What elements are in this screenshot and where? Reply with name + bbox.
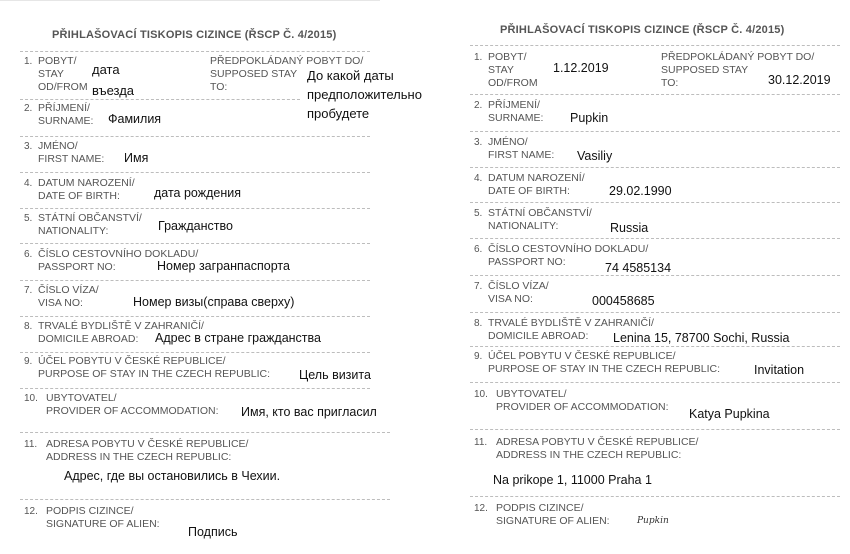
field-number: 3. <box>474 137 483 148</box>
field-label: ČÍSLO CESTOVNÍHO DOKLADU/ <box>488 243 649 255</box>
stay-to-value: 30.12.2019 <box>768 73 831 87</box>
field-label: ČÍSLO VÍZA/ <box>38 284 99 296</box>
domicile-value: Адрес в стране гражданства <box>155 331 321 345</box>
field-label: PASSPORT NO: <box>488 256 566 268</box>
divider <box>20 316 370 317</box>
field-number: 4. <box>474 173 483 184</box>
field-number: 9. <box>24 356 33 367</box>
divider <box>20 280 370 281</box>
field-label: VISA NO: <box>38 297 83 309</box>
field-label: STAY <box>488 64 514 76</box>
divider <box>470 238 840 239</box>
field-label: PODPIS CIZINCE/ <box>46 505 134 517</box>
stay-from-value: 1.12.2019 <box>553 61 609 75</box>
divider <box>20 51 370 52</box>
field-label: JMÉNO/ <box>38 140 78 152</box>
form-template-left <box>0 0 420 554</box>
address-value: Адрес, где вы остановились в Чехии. <box>64 469 281 483</box>
field-number: 11. <box>24 439 38 450</box>
divider <box>470 202 840 203</box>
field-label: JMÉNO/ <box>488 136 528 148</box>
field-label: NATIONALITY: <box>488 220 559 232</box>
field-number: 9. <box>474 351 483 362</box>
divider <box>470 496 840 497</box>
field-number: 3. <box>24 141 33 152</box>
surname-value: Pupkin <box>570 111 609 125</box>
divider <box>20 172 370 173</box>
field-number: 7. <box>24 285 33 296</box>
field-label: PROVIDER OF ACCOMMODATION: <box>46 405 219 417</box>
divider <box>470 429 840 430</box>
field-number: 8. <box>24 321 33 332</box>
nationality-value: Russia <box>610 221 649 235</box>
divider <box>470 45 840 46</box>
field-number: 6. <box>474 244 483 255</box>
signature-value: Pupkin <box>637 516 669 526</box>
field-label: STÁTNÍ OBČANSTVÍ/ <box>488 207 592 219</box>
field-number: 4. <box>24 178 33 189</box>
field-label: ÚČEL POBYTU V ČESKÉ REPUBLICE/ <box>38 355 226 367</box>
field-label: DOMICILE ABROAD: <box>488 330 589 342</box>
nationality-value: Гражданство <box>158 219 233 233</box>
date-of-birth-value: дата рождения <box>154 186 242 200</box>
field-label: PŘÍJMENÍ/ <box>38 102 90 114</box>
top-border <box>0 0 380 1</box>
domicile-value: Lenina 15, 78700 Sochi, Russia <box>613 331 790 345</box>
field-label: VISA NO: <box>488 293 533 305</box>
field-label: SURNAME: <box>38 115 94 127</box>
divider <box>20 432 390 433</box>
field-label: STAY <box>38 68 64 80</box>
field-label: DATE OF BIRTH: <box>488 185 570 197</box>
signature-value: Подпись <box>188 525 238 539</box>
passport-no-value: 74 4585134 <box>605 261 672 275</box>
field-label: OD/FROM <box>38 81 88 93</box>
field-label: DATE OF BIRTH: <box>38 190 120 202</box>
field-label: UBYTOVATEL/ <box>496 388 567 400</box>
form-title: PŘIHLAŠOVACÍ TISKOPIS CIZINCE (ŘSCP Č. 4/2015) <box>500 24 785 36</box>
field-label: STÁTNÍ OBČANSTVÍ/ <box>38 212 142 224</box>
field-number: 7. <box>474 281 483 292</box>
divider <box>20 208 370 209</box>
field-label: TRVALÉ BYDLIŠTĚ V ZAHRANIČÍ/ <box>38 320 204 332</box>
field-label: PASSPORT NO: <box>38 261 116 273</box>
field-label: NATIONALITY: <box>38 225 109 237</box>
field-label: OD/FROM <box>488 77 538 89</box>
field-label: TRVALÉ BYDLIŠTĚ V ZAHRANIČÍ/ <box>488 317 654 329</box>
field-label: PURPOSE OF STAY IN THE CZECH REPUBLIC: <box>38 368 271 380</box>
field-label: SUPPOSED STAY <box>210 68 298 80</box>
first-name-value: Vasiliy <box>577 149 613 163</box>
field-number: 5. <box>24 213 33 224</box>
field-label: ADRESA POBYTU V ČESKÉ REPUBLICE/ <box>496 436 699 448</box>
field-label: TO: <box>661 77 679 89</box>
field-label: TO: <box>210 81 228 93</box>
date-of-birth-value: 29.02.1990 <box>609 184 672 198</box>
purpose-value: Цель визита <box>299 368 371 382</box>
field-label: UBYTOVATEL/ <box>46 392 117 404</box>
provider-value: Имя, кто вас пригласил <box>241 405 377 419</box>
field-number: 6. <box>24 249 33 260</box>
divider <box>470 346 840 347</box>
provider-value: Katya Pupkina <box>689 407 770 421</box>
field-label: PŘEDPOKLÁDANÝ POBYT DO/ <box>661 51 815 63</box>
visa-no-value: Номер визы(справа сверху) <box>133 295 295 309</box>
field-label: ČÍSLO CESTOVNÍHO DOKLADU/ <box>38 248 199 260</box>
divider <box>20 499 390 500</box>
form-example-right <box>440 0 850 554</box>
divider <box>470 131 840 132</box>
field-number: 1. <box>24 56 33 67</box>
stay-to-value: До какой даты предположительно пробудете <box>307 68 422 121</box>
field-label: FIRST NAME: <box>38 153 105 165</box>
field-label: PŘÍJMENÍ/ <box>488 99 540 111</box>
divider <box>20 136 370 137</box>
field-number: 12. <box>474 503 488 514</box>
visa-no-value: 000458685 <box>592 294 655 308</box>
field-number: 10. <box>474 389 488 400</box>
address-value: Na prikope 1, 11000 Praha 1 <box>493 473 652 487</box>
field-label: ADDRESS IN THE CZECH REPUBLIC: <box>46 451 232 463</box>
divider <box>20 352 370 353</box>
first-name-value: Имя <box>124 151 149 165</box>
divider <box>20 388 370 389</box>
field-label: PROVIDER OF ACCOMMODATION: <box>496 401 669 413</box>
divider <box>470 312 840 313</box>
divider <box>20 99 300 100</box>
purpose-value: Invitation <box>754 363 805 377</box>
divider <box>20 243 370 244</box>
stay-from-value: дата въезда <box>92 62 135 98</box>
field-number: 5. <box>474 208 483 219</box>
field-label: ADDRESS IN THE CZECH REPUBLIC: <box>496 449 682 461</box>
field-label: POBYT/ <box>38 55 77 67</box>
field-label: ČÍSLO VÍZA/ <box>488 280 549 292</box>
field-label: PODPIS CIZINCE/ <box>496 502 584 514</box>
field-number: 12. <box>24 506 38 517</box>
field-number: 10. <box>24 393 38 404</box>
field-number: 8. <box>474 318 483 329</box>
field-label: PURPOSE OF STAY IN THE CZECH REPUBLIC: <box>488 363 721 375</box>
field-label: PŘEDPOKLÁDANÝ POBYT DO/ <box>210 55 364 67</box>
field-number: 11. <box>474 437 488 448</box>
field-label: ADRESA POBYTU V ČESKÉ REPUBLICE/ <box>46 438 249 450</box>
form-title: PŘIHLAŠOVACÍ TISKOPIS CIZINCE (ŘSCP Č. 4/2015) <box>52 29 337 41</box>
field-label: DOMICILE ABROAD: <box>38 333 139 345</box>
divider <box>470 94 840 95</box>
field-number: 1. <box>474 52 483 63</box>
divider <box>470 167 840 168</box>
divider <box>470 382 840 383</box>
field-label: SIGNATURE OF ALIEN: <box>46 518 160 530</box>
surname-value: Фамилия <box>108 112 162 126</box>
field-label: DATUM NAROZENÍ/ <box>488 172 585 184</box>
passport-no-value: Номер загранпаспорта <box>157 259 290 273</box>
field-label: DATUM NAROZENÍ/ <box>38 177 135 189</box>
divider <box>470 275 840 276</box>
field-number: 2. <box>474 100 483 111</box>
field-label: ÚČEL POBYTU V ČESKÉ REPUBLICE/ <box>488 350 676 362</box>
field-number: 2. <box>24 103 33 114</box>
field-label: SURNAME: <box>488 112 544 124</box>
field-label: SIGNATURE OF ALIEN: <box>496 515 610 527</box>
field-label: FIRST NAME: <box>488 149 555 161</box>
field-label: SUPPOSED STAY <box>661 64 749 76</box>
field-label: POBYT/ <box>488 51 527 63</box>
